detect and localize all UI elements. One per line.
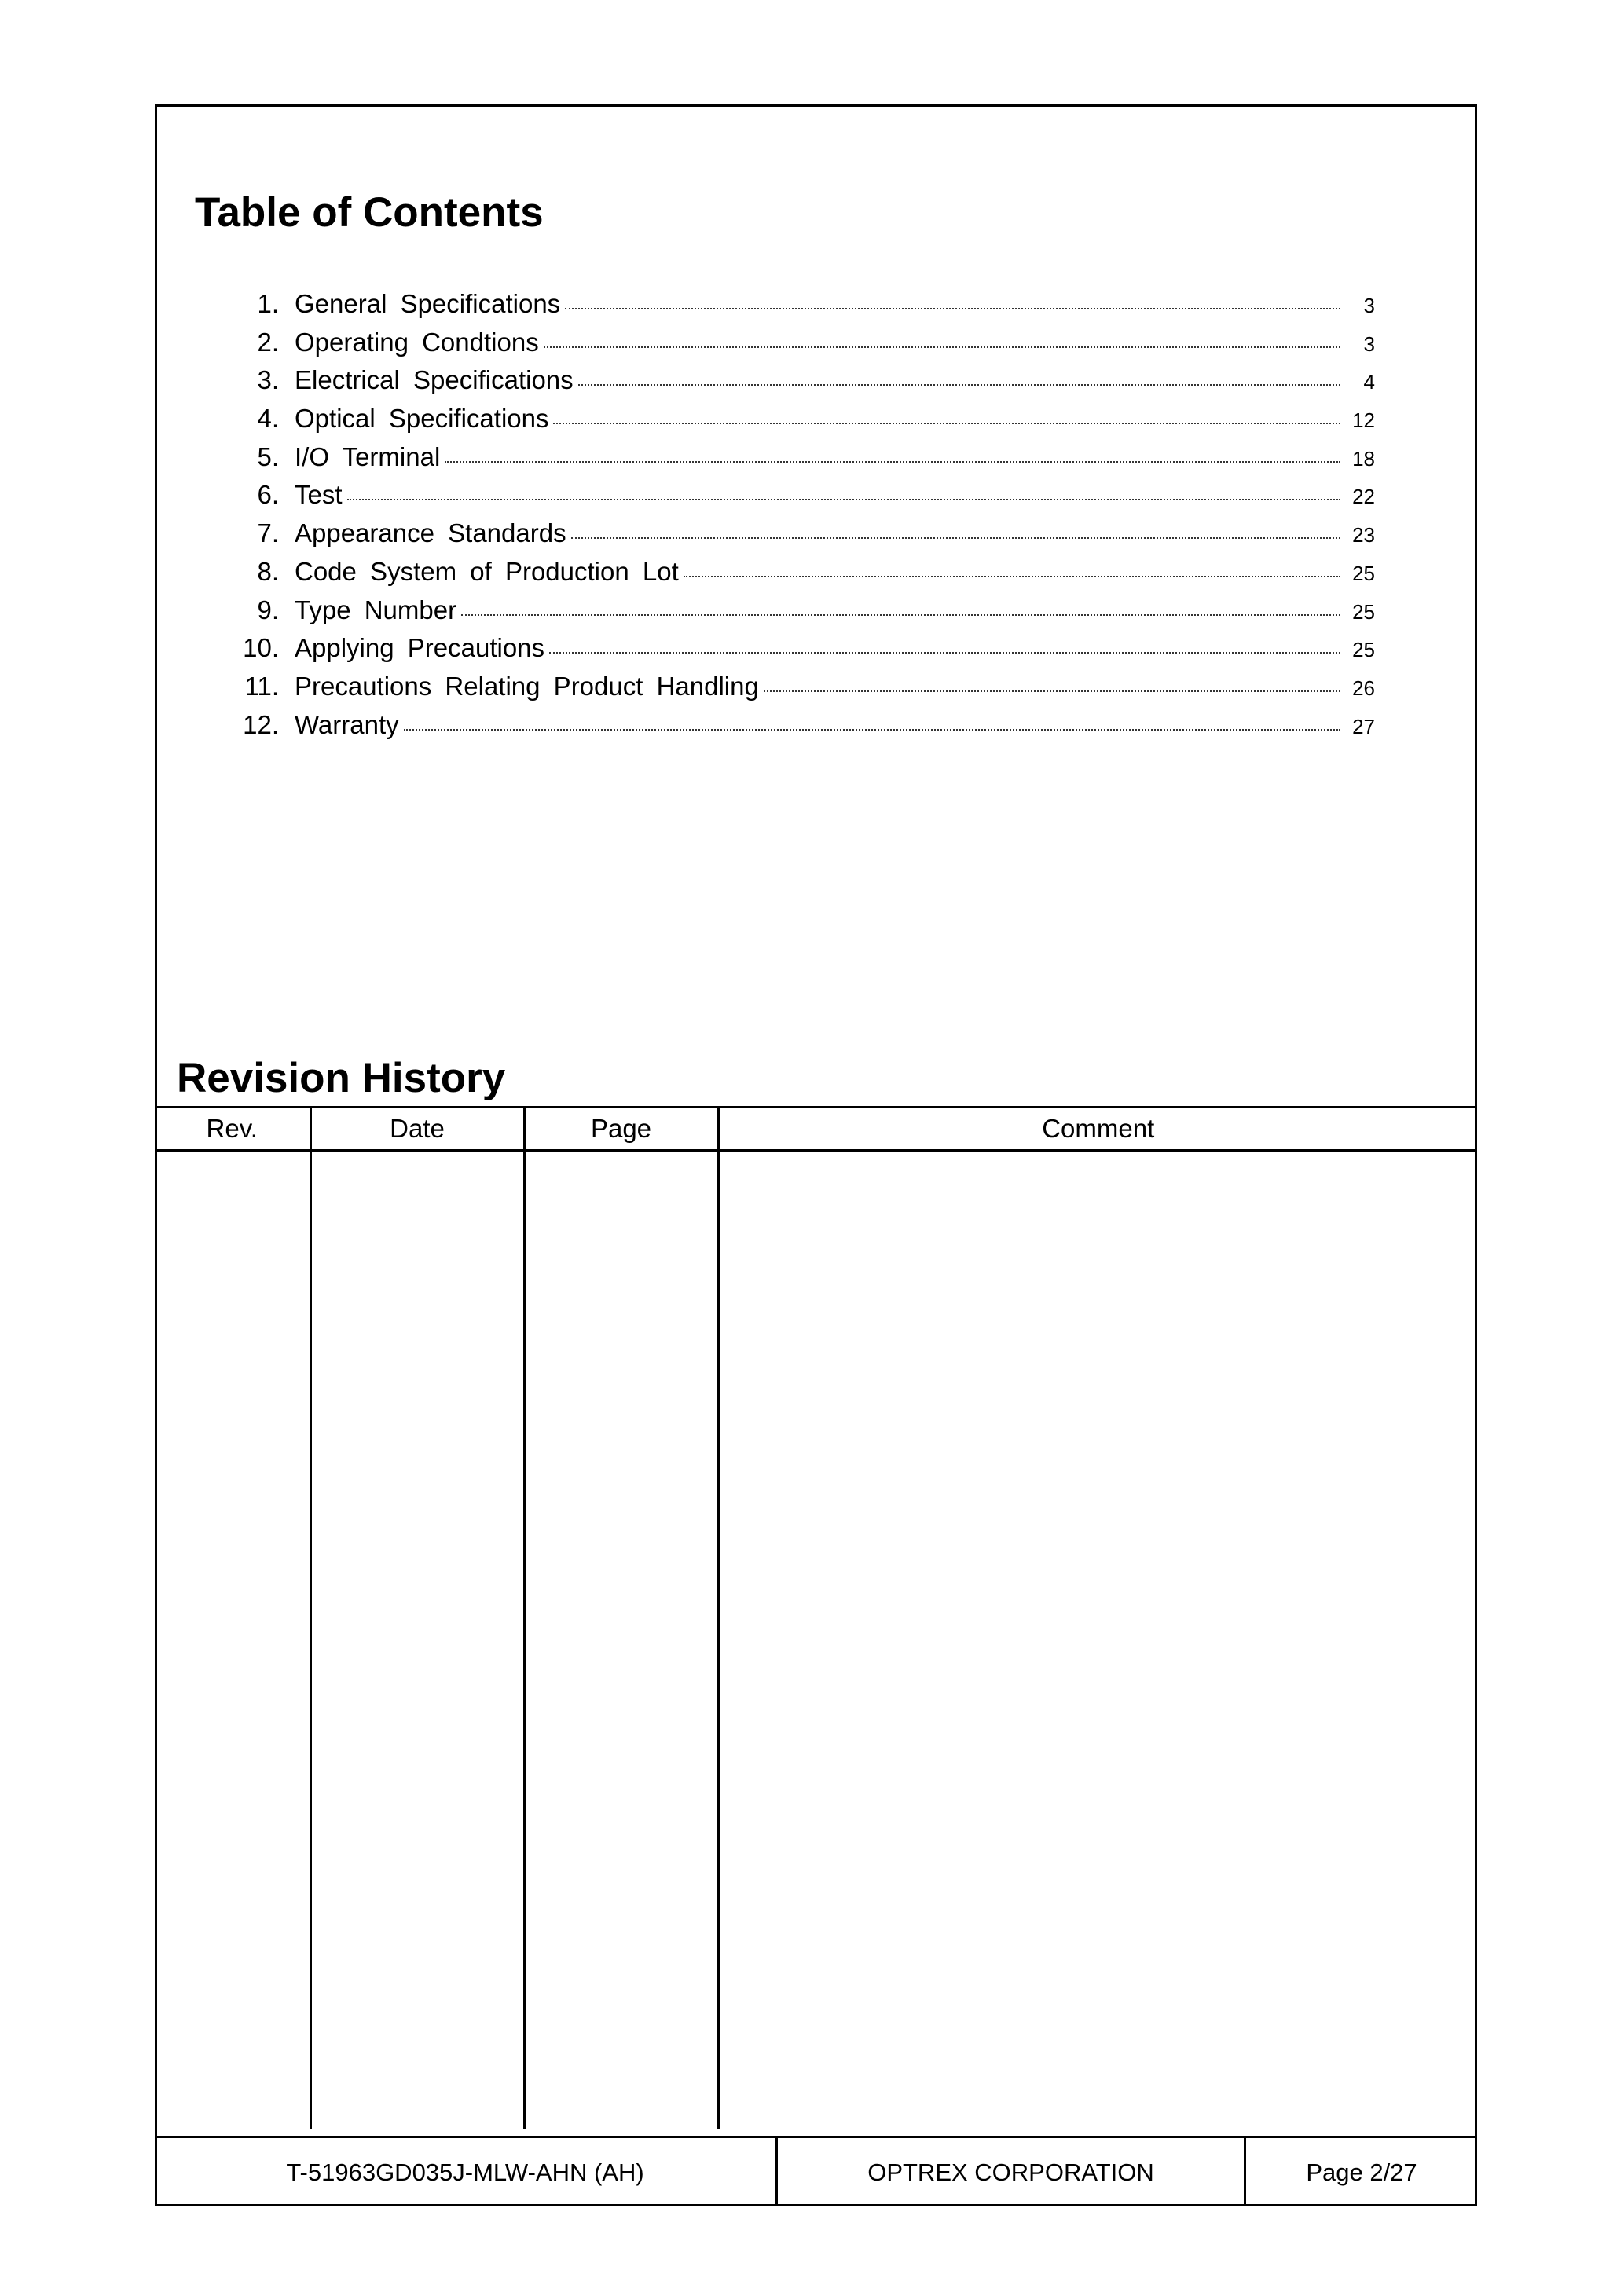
cell-page (524, 1151, 718, 2130)
toc-item-label: Electrical Specifications (295, 365, 574, 395)
toc-item-number: 4. (257, 404, 279, 434)
table-row (155, 1151, 1477, 2130)
toc-item[interactable] (236, 595, 1375, 634)
toc-leader-dots (445, 461, 1340, 463)
toc-item-page: 25 (1352, 599, 1375, 624)
toc-item-page: 25 (1352, 561, 1375, 585)
toc-item[interactable] (236, 328, 1375, 366)
toc-item-page: 23 (1352, 523, 1375, 547)
column-header-rev: Rev. (155, 1108, 310, 1151)
toc-list (236, 289, 1375, 748)
cell-comment (718, 1151, 1477, 2130)
toc-item-number: 6. (257, 480, 279, 510)
toc-leader-dots (764, 690, 1340, 692)
cell-date (310, 1151, 524, 2130)
toc-item-number: 3. (257, 365, 279, 395)
toc-item-number: 5. (257, 441, 279, 471)
toc-item[interactable] (236, 710, 1375, 749)
toc-title: Table of Contents (195, 189, 544, 236)
toc-item-page: 22 (1352, 485, 1375, 509)
cell-rev (155, 1151, 310, 2130)
toc-item[interactable] (236, 480, 1375, 518)
toc-leader-dots (549, 652, 1340, 654)
toc-leader-dots (565, 308, 1340, 309)
toc-item[interactable] (236, 404, 1375, 442)
column-header-page: Page (524, 1108, 718, 1151)
page-footer (155, 2136, 1477, 2206)
footer-company: OPTREX CORPORATION (778, 2138, 1246, 2206)
toc-item-page: 3 (1363, 294, 1375, 317)
toc-item-label: Warranty (295, 709, 399, 739)
toc-item-number: 11. (244, 671, 279, 701)
toc-item-label: Optical Specifications (295, 404, 549, 434)
toc-item-page: 26 (1352, 676, 1375, 700)
table-header-row (155, 1108, 1477, 1151)
toc-item-number: 12. (243, 709, 279, 739)
toc-leader-dots (553, 423, 1340, 424)
toc-item-number: 1. (257, 289, 279, 318)
toc-item-label: Test (295, 480, 343, 510)
toc-item-page: 18 (1352, 446, 1375, 471)
toc-leader-dots (684, 576, 1340, 577)
toc-item-page: 12 (1352, 408, 1375, 433)
toc-item[interactable] (236, 518, 1375, 557)
column-header-comment: Comment (718, 1108, 1477, 1151)
toc-leader-dots (571, 537, 1340, 539)
toc-leader-dots (461, 614, 1340, 616)
toc-item[interactable] (236, 365, 1375, 404)
revision-history-title: Revision History (177, 1055, 506, 1101)
toc-item-label: I/O Terminal (295, 441, 441, 471)
toc-item-label: General Specifications (295, 289, 561, 318)
footer-document-number: T-51963GD035J-MLW-AHN (AH) (155, 2138, 778, 2206)
toc-item-page: 3 (1363, 331, 1375, 356)
toc-item-number: 10. (243, 633, 279, 663)
toc-item[interactable] (236, 633, 1375, 672)
toc-item[interactable] (236, 672, 1375, 710)
toc-leader-dots (544, 346, 1340, 348)
toc-item-number: 9. (257, 595, 279, 624)
toc-item[interactable] (236, 289, 1375, 328)
toc-item[interactable] (236, 442, 1375, 481)
toc-item-page: 4 (1363, 370, 1375, 394)
toc-item-label: Appearance Standards (295, 518, 566, 548)
toc-item-label: Operating Condtions (295, 327, 539, 357)
column-header-date: Date (310, 1108, 524, 1151)
toc-item[interactable] (236, 557, 1375, 595)
toc-item-number: 7. (257, 518, 279, 548)
revision-history-table (155, 1106, 1477, 2129)
toc-item-label: Precautions Relating Product Handling (295, 671, 759, 701)
toc-item-number: 2. (257, 327, 279, 357)
toc-item-page: 25 (1352, 638, 1375, 662)
toc-item-number: 8. (257, 556, 279, 586)
footer-page-number: Page 2/27 (1306, 2158, 1417, 2186)
toc-item-label: Type Number (295, 595, 457, 624)
toc-item-page: 27 (1352, 714, 1375, 738)
toc-item-label: Applying Precautions (295, 633, 545, 663)
toc-leader-dots (347, 499, 1340, 500)
toc-leader-dots (404, 729, 1340, 731)
toc-leader-dots (578, 384, 1340, 386)
toc-item-label: Code System of Production Lot (295, 556, 679, 586)
